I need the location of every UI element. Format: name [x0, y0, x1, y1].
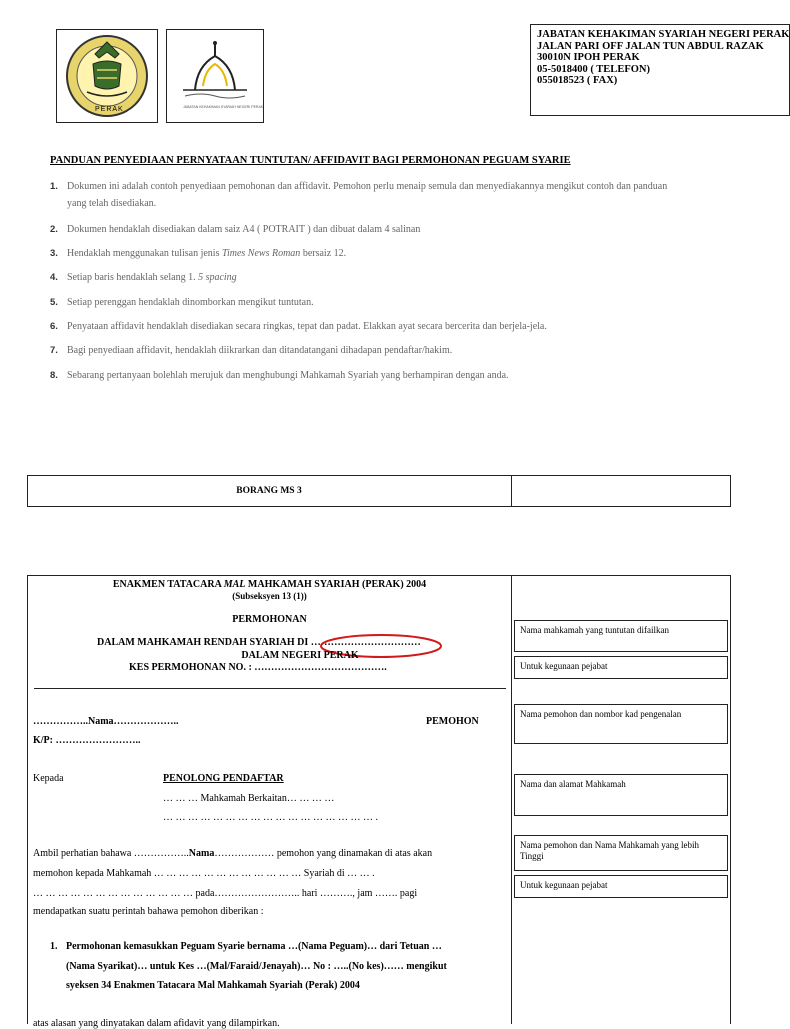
guide-item: 5. Setiap perenggan hendaklah dinomborkan mengikut tuntutan. [50, 297, 314, 308]
form-table-top [27, 575, 731, 576]
guide-item: 7. Bagi penyediaan affidavit, hendaklah diikrarkan dan ditandatangani dihadapan pendaftar/hakim. [50, 345, 453, 356]
form-table-right [730, 575, 731, 1024]
applicant-name-line: ……………..Nama……………….. [33, 716, 179, 727]
state-line: DALAM NEGERI PERAK [241, 650, 359, 661]
address-line: 055018523 ( FAX) [537, 75, 618, 86]
address-line: 05-5018400 ( TELEFON) [537, 63, 650, 75]
jabatan-logo-caption: JABATAN KEHAKIMAN SYARIAH NEGERI PERAK [183, 105, 264, 109]
court-line: DALAM MAHKAMAH RENDAH SYARIAH DI …………………………… [97, 637, 421, 648]
guide-item: yang telah disediakan. [67, 198, 157, 209]
permohonan-heading: PERMOHONAN [232, 614, 307, 625]
guide-title: PANDUAN PENYEDIAAN PERNYATAAN TUNTUTAN/ AFFIDAVIT BAGI PERMOHONAN PEGUAM SYARIE [50, 155, 571, 166]
address-block [530, 24, 790, 116]
kepada-label: Kepada [33, 773, 64, 784]
address-line: JALAN PARI OFF JALAN TUN ABDUL RAZAK [537, 40, 764, 52]
form-title: BORANG MS 3 [236, 486, 302, 496]
header-rule [34, 688, 506, 689]
guide-item: 6. Penyataan affidavit hendaklah disediakan secara ringkas, tepat dan padat. Elakkan ayat secara bercerita dan berjela-jela. [50, 321, 547, 332]
pemohon-label: PEMOHON [426, 716, 479, 727]
side-note-court-address: Nama dan alamat Mahkamah [514, 774, 728, 816]
side-note-higher-court: Nama pemohon dan Nama Mahkamah yang lebih Tinggi [514, 835, 728, 871]
jabatan-kehakiman-logo [166, 29, 264, 123]
side-note-court-name: Nama mahkamah yang tuntutan difailkan [514, 620, 728, 652]
penolong-pendaftar: PENOLONG PENDAFTAR [163, 773, 284, 784]
notice-line-1: Ambil perhatian bahawa ……………..Nama……………… pemohon yang dinamakan di atas akan [33, 848, 433, 859]
side-note-applicant: Nama pemohon dan nombor kad pengenalan [514, 704, 728, 744]
address-line: JABATAN KEHAKIMAN SYARIAH NEGERI PERAK [537, 29, 790, 40]
dotted-line: … … … … … … … … … … … … … … … … … . [163, 812, 378, 823]
guide-item: 1. Dokumen ini adalah contoh penyediaan pemohonan dan affidavit. Pemohon perlu menaip semula dan menyediakannya mengikut contoh dan panduan [50, 181, 668, 192]
perak-logo-text: PERAK [95, 106, 124, 113]
perak-crest-logo [56, 29, 158, 123]
mahkamah-berkaitan: … … … Mahkamah Berkaitan… … … … [163, 793, 335, 804]
notice-line-2: memohon kepada Mahkamah … … … … … … … … … … … … Syariah di … … . [33, 868, 375, 879]
notice-line-3: … … … … … … … … … … … … … pada…………………….. hari ………., jam ……. pagi [33, 888, 418, 899]
notice-line-4: mendapatkan suatu perintah bahawa pemohon diberikan : [33, 906, 264, 917]
form-title-divider [511, 475, 512, 507]
item-1-line-2: (Nama Syarikat)… untuk Kes …(Mal/Faraid/Jenayah)… No : …..(No kes)…… mengikut [66, 961, 447, 972]
item-1-line-1: Permohonan kemasukkan Peguam Syarie bernama …(Nama Peguam)… dari Tetuan … [66, 941, 442, 952]
guide-item: 4. Setiap baris hendaklah selang 1. 5 spacing [50, 272, 237, 283]
subseksyen: (Subseksyen 13 (1)) [232, 591, 307, 601]
case-number-line: KES PERMOHONAN NO. : …………………………………. [129, 662, 387, 673]
item-1-number: 1. [50, 941, 58, 952]
form-table-left [27, 575, 28, 1024]
kp-line: K/P: …………………….. [33, 735, 141, 746]
guide-item: 2. Dokumen hendaklah disediakan dalam saiz A4 ( POTRAIT ) dan dibuat dalam 4 salinan [50, 224, 421, 235]
form-table-divider [511, 575, 512, 1024]
grounds-line: atas alasan yang dinyatakan dalam afidavit yang dilampirkan. [33, 1018, 280, 1029]
item-1-line-3: syeksen 34 Enakmen Tatacara Mal Mahkamah Syariah (Perak) 2004 [66, 980, 360, 991]
enakmen-heading: ENAKMEN TATACARA MAL MAHKAMAH SYARIAH (PERAK) 2004 [112, 579, 427, 590]
address-line: 30010N IPOH PERAK [537, 52, 640, 63]
guide-item: 3. Hendaklah menggunakan tulisan jenis Times News Roman bersaiz 12. [50, 248, 347, 259]
side-note-office-use-2: Untuk kegunaan pejabat [514, 875, 728, 898]
side-note-office-use: Untuk kegunaan pejabat [514, 656, 728, 679]
guide-item: 8. Sebarang pertanyaan bolehlah merujuk dan menghubungi Mahkamah Syariah yang berhampiran dengan anda. [50, 370, 509, 381]
